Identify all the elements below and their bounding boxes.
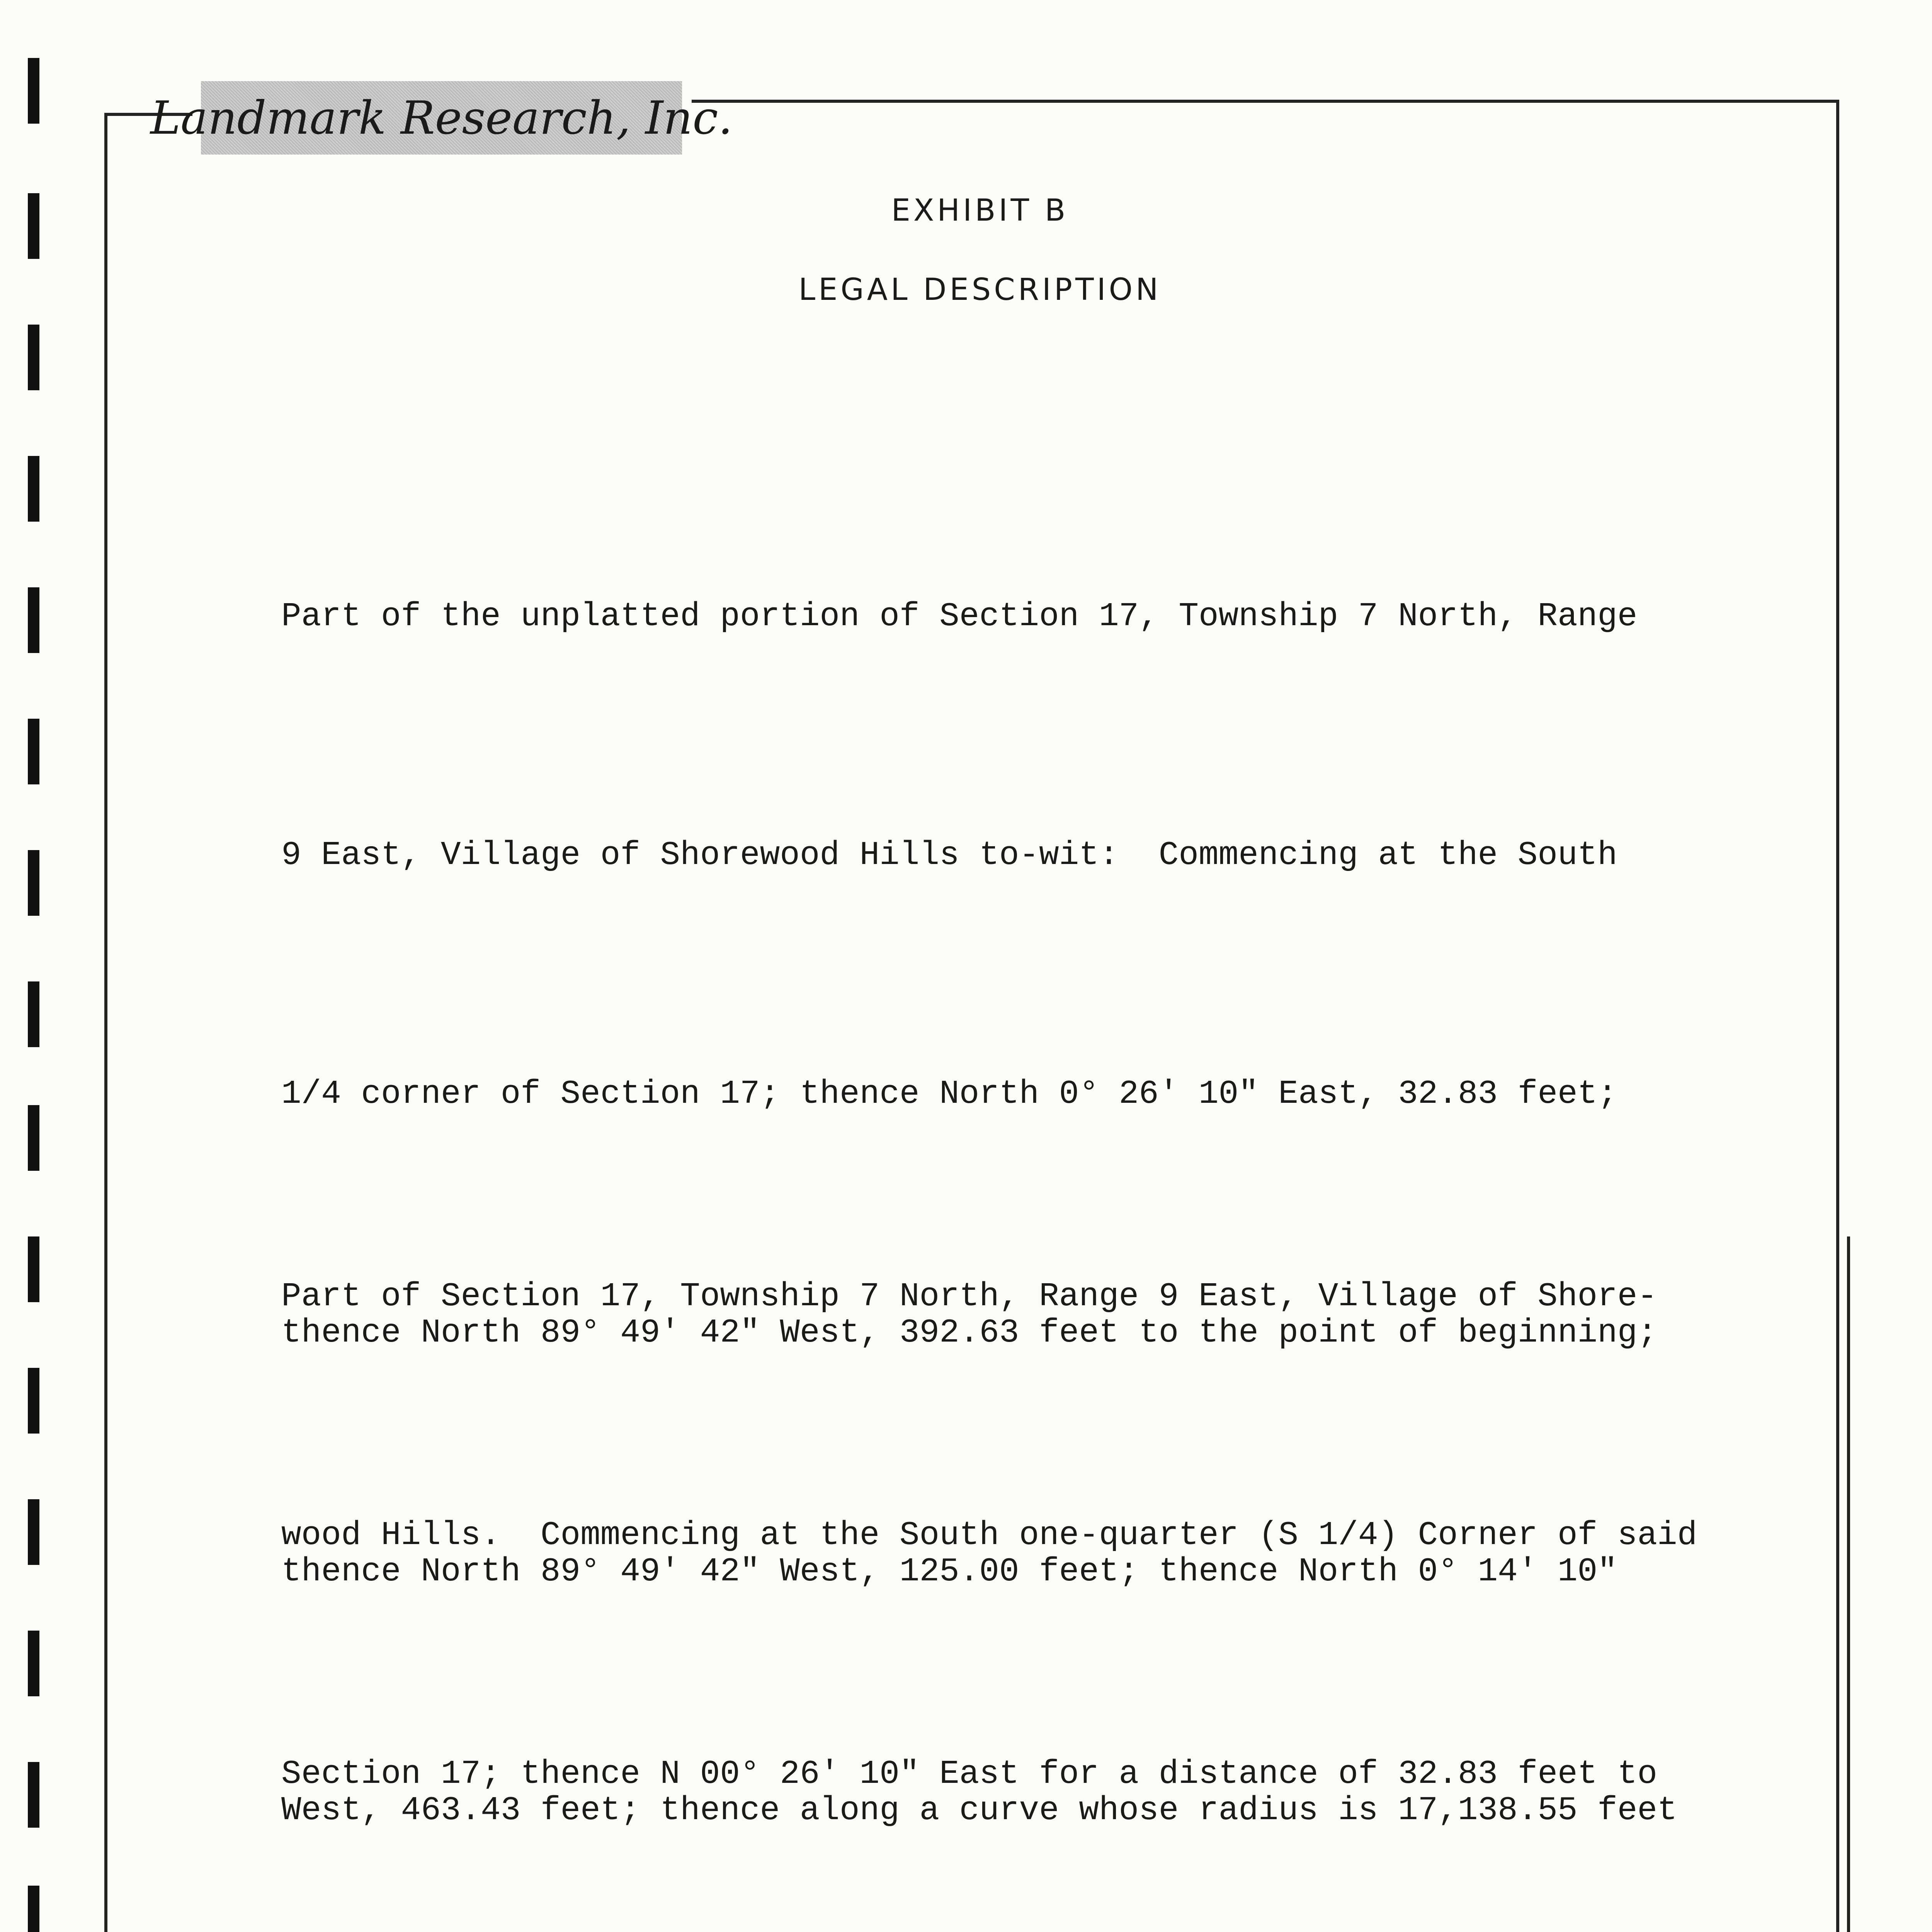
text-line: Section 17; thence N 00° 26' 10" East for a distance of 32.83 feet to xyxy=(281,1755,1657,1793)
paragraph-2 xyxy=(281,1097,1711,1932)
binder-mark xyxy=(28,1886,39,1932)
binder-mark xyxy=(28,587,39,653)
binder-mark xyxy=(28,1762,39,1828)
logo-text: Landmark Research, Inc. xyxy=(150,91,733,145)
binder-mark xyxy=(28,981,39,1047)
binder-mark xyxy=(28,850,39,916)
binder-mark xyxy=(28,1105,39,1171)
binder-mark xyxy=(28,1631,39,1696)
text-line: wood Hills. Commencing at the South one-quarter (S 1/4) Corner of said xyxy=(281,1516,1697,1554)
binder-mark xyxy=(28,325,39,390)
company-logo xyxy=(150,81,733,155)
text-line: West, 463.43 feet; thence along a curve whose radius is 17,138.55 feet xyxy=(281,1791,1677,1829)
text-line: 9 East, Village of Shorewood Hills to-wit: Commencing at the South xyxy=(281,836,1617,874)
frame-line-top-right xyxy=(692,100,1839,103)
binder-mark xyxy=(28,1368,39,1434)
frame-line-left xyxy=(104,113,107,1932)
frame-line-right-outer xyxy=(1847,1236,1850,1932)
section-subtitle: LEGAL DESCRIPTION xyxy=(798,272,1162,307)
binder-mark xyxy=(28,1499,39,1565)
binder-mark xyxy=(28,1236,39,1302)
frame-line-right xyxy=(1836,101,1839,1932)
exhibit-title: EXHIBIT B xyxy=(891,193,1069,228)
binder-mark xyxy=(28,456,39,522)
binder-mark xyxy=(28,719,39,784)
binder-mark xyxy=(28,58,39,124)
text-line: Part of Section 17, Township 7 North, Range 9 East, Village of Shore- xyxy=(281,1277,1657,1315)
text-line: thence North 89° 49' 42" West, 125.00 feet; thence North 0° 14' 10" xyxy=(281,1553,1617,1590)
text-line: Part of the unplatted portion of Section 17, Township 7 North, Range xyxy=(281,597,1638,635)
text-line: 1/4 corner of Section 17; thence North 0° 26' 10" East, 32.83 feet; xyxy=(281,1075,1617,1113)
text-line: thence North 89° 49' 42" West, 392.63 feet to the point of beginning; xyxy=(281,1314,1657,1352)
